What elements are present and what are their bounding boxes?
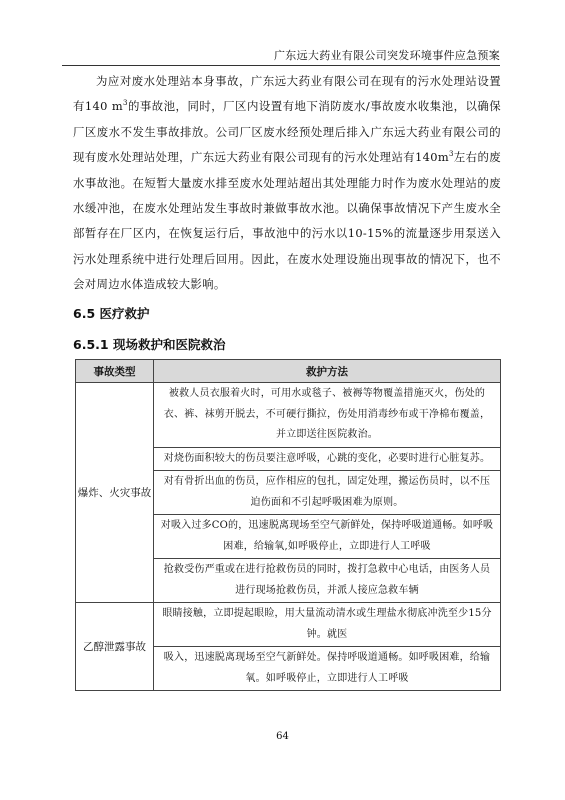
- table-header-row: [76, 360, 501, 383]
- page-header: 广东远大药业有限公司突发环境事件应急预案: [274, 49, 500, 62]
- table-row: [76, 603, 501, 647]
- method-cell: 抢救受伤严重或在进行抢救伤员的同时，拨打急救中心电话，由医务人员进行现场抢救伤员，并派人接应急救车辆: [154, 559, 501, 603]
- body-text: [73, 69, 501, 298]
- method-cell: 被救人员衣服着火时，可用水或毯子、被褥等物覆盖措施灭火，伤处的衣、裤、袜剪开脱去，不可硬行撕拉，伤处用消毒纱布或干净棉布覆盖，并立即送往医院救治。: [154, 383, 501, 448]
- column-header-type: 事故类型: [76, 360, 154, 383]
- method-cell: 对吸入过多CO的，迅速脱离现场至空气新鲜处，保持呼吸道通畅。如呼吸困难，给输氧,如呼吸停止，立即进行人工呼吸: [154, 515, 501, 559]
- rescue-table: [75, 359, 501, 691]
- method-cell: 眼睛接触，立即提起眼睑，用大量流动清水或生理盐水彻底冲洗至少15分钟。就医: [154, 603, 501, 647]
- table-row: [76, 383, 501, 448]
- accident-type-cell: 乙醇泄露事故: [76, 603, 154, 691]
- method-cell: 对有骨折出血的伤员，应作相应的包扎，固定处理，搬运伤员时，以不压迫伤面和不引起呼吸困难为原则。: [154, 471, 501, 515]
- accident-type-cell: 爆炸、火灾事故: [76, 383, 154, 603]
- header-divider: [62, 65, 500, 66]
- column-header-method: 救护方法: [154, 360, 501, 383]
- paragraph: 为应对废水处理站本身事故，广东远大药业有限公司在现有的污水处理站设置有140 $m^3$的事故池，同时，厂区内设置有地下消防废水/事故废水收集池，以确保厂区废水不发生事故排放。公司厂区废水经预处理后排入广东远大药业有限公司的现有废水处理站处理，广东远大药业有限公司现有的污水处理站有$140m^3$左右的废水事故池。在短暂大量废水排至废水处理站超出其处理能力时作为废水处理站的废水缓冲池，在废水处理站发生事故时兼做事故水池。以确保事故情况下产生废水全部暂存在厂区内，在恢复运行后，事故池中的污水以10-15%的流量逐步用泵送入污水处理系统中进行处理后回用。因此，在废水处理设施出现事故的情况下，也不会对周边水体造成较大影响。: [73, 74, 502, 292]
- page-number: 64: [276, 731, 289, 742]
- subsection-heading: 6.5.1 现场救护和医院救治: [73, 337, 226, 352]
- method-cell: 吸入，迅速脱离现场至空气新鲜处。保持呼吸道通畅。如呼吸困难，给输氧。如呼吸停止，立即进行人工呼吸: [154, 647, 501, 691]
- section-heading: 6.5 医疗救护: [73, 306, 150, 321]
- method-cell: 对烧伤面积较大的伤员要注意呼吸，心跳的变化，必要时进行心脏复苏。: [154, 447, 501, 471]
